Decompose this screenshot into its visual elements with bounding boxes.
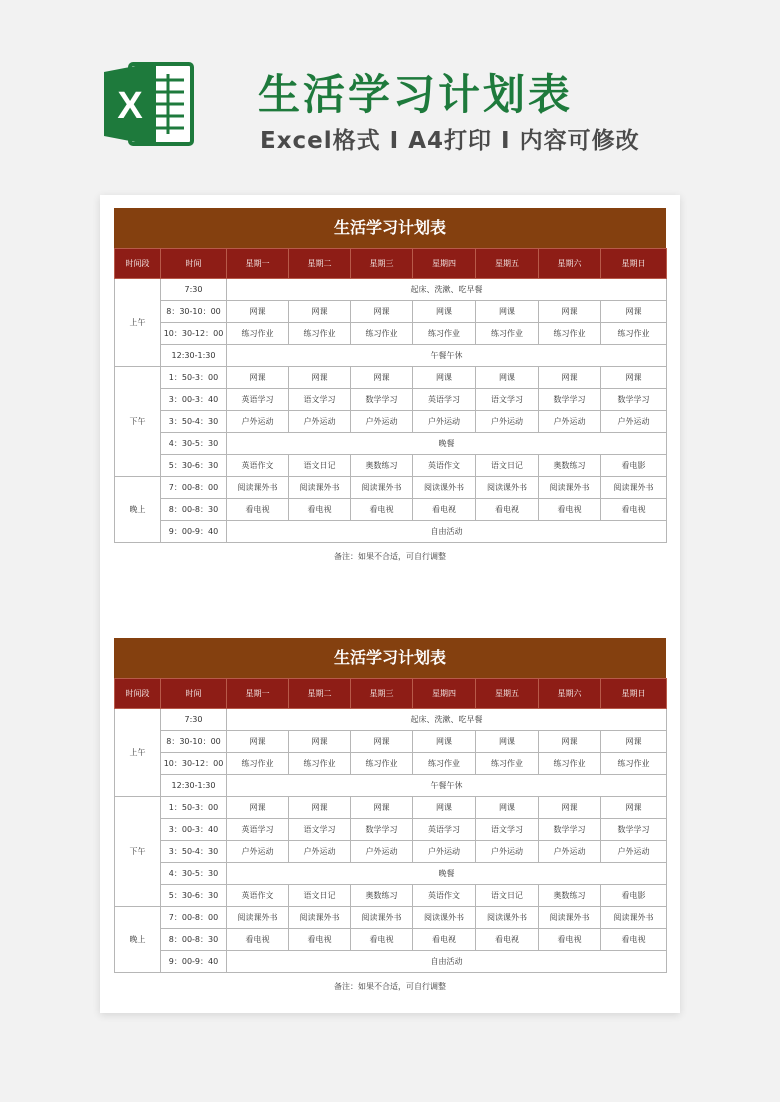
activity-cell: 网课 (289, 301, 351, 323)
activity-cell: 看电视 (227, 929, 289, 951)
table-row (115, 753, 667, 775)
column-header: 时间段 (115, 249, 161, 279)
period-cell: 下午 (115, 797, 161, 907)
table-row (115, 841, 667, 863)
column-header: 星期四 (413, 679, 476, 709)
activity-cell: 阅读课外书 (601, 477, 667, 499)
activity-cell: 网课 (539, 731, 601, 753)
table-row (115, 797, 667, 819)
table-note: 备注：如果不合适，可自行调整 (334, 552, 446, 561)
column-header: 星期日 (601, 679, 667, 709)
column-header: 时间 (161, 679, 227, 709)
table-row (115, 731, 667, 753)
schedule-table (114, 678, 667, 973)
activity-cell: 网课 (539, 367, 601, 389)
banner-title: 生活学习计划表 (258, 70, 574, 119)
merged-activity-cell: 起床、洗漱、吃早餐 (227, 279, 667, 301)
activity-cell: 阅读课外书 (289, 477, 351, 499)
activity-cell: 语文学习 (476, 819, 539, 841)
activity-cell: 网课 (476, 797, 539, 819)
activity-cell: 英语作文 (413, 885, 476, 907)
activity-cell: 网课 (476, 367, 539, 389)
column-header: 星期一 (227, 679, 289, 709)
time-cell: 7:30 (161, 279, 227, 301)
table-title: 生活学习计划表 (114, 208, 666, 248)
table-title: 生活学习计划表 (114, 638, 666, 678)
time-cell: 4：30-5：30 (161, 433, 227, 455)
activity-cell: 看电影 (601, 885, 667, 907)
column-header: 星期日 (601, 249, 667, 279)
document-sheet (100, 195, 680, 1013)
activity-cell: 阅读课外书 (476, 907, 539, 929)
activity-cell: 语文日记 (289, 885, 351, 907)
activity-cell: 网课 (476, 301, 539, 323)
activity-cell: 奥数练习 (351, 885, 413, 907)
activity-cell: 练习作业 (227, 753, 289, 775)
activity-cell: 练习作业 (351, 753, 413, 775)
activity-cell: 看电视 (351, 929, 413, 951)
activity-cell: 练习作业 (413, 753, 476, 775)
time-cell: 7:30 (161, 709, 227, 731)
activity-cell: 网课 (413, 301, 476, 323)
activity-cell: 网课 (351, 797, 413, 819)
activity-cell: 练习作业 (289, 323, 351, 345)
table-note: 备注：如果不合适，可自行调整 (334, 982, 446, 991)
activity-cell: 英语学习 (413, 389, 476, 411)
activity-cell: 奥数练习 (351, 455, 413, 477)
merged-activity-cell: 晚餐 (227, 863, 667, 885)
time-cell: 7：00-8：00 (161, 477, 227, 499)
activity-cell: 练习作业 (413, 323, 476, 345)
table-row (115, 885, 667, 907)
table-row (115, 929, 667, 951)
schedule-block (114, 208, 666, 562)
activity-cell: 网课 (413, 731, 476, 753)
activity-cell: 阅读课外书 (413, 477, 476, 499)
table-row (115, 345, 667, 367)
activity-cell: 看电视 (289, 499, 351, 521)
time-cell: 5：30-6：30 (161, 885, 227, 907)
period-cell: 下午 (115, 367, 161, 477)
activity-cell: 看电视 (227, 499, 289, 521)
activity-cell: 网课 (413, 367, 476, 389)
activity-cell: 网课 (289, 367, 351, 389)
activity-cell: 练习作业 (476, 323, 539, 345)
activity-cell: 户外运动 (413, 841, 476, 863)
activity-cell: 英语学习 (227, 819, 289, 841)
activity-cell: 语文学习 (289, 819, 351, 841)
activity-cell: 户外运动 (476, 841, 539, 863)
column-header: 星期六 (539, 249, 601, 279)
column-header: 时间段 (115, 679, 161, 709)
activity-cell: 阅读课外书 (476, 477, 539, 499)
activity-cell: 网课 (227, 301, 289, 323)
column-header: 星期五 (476, 679, 539, 709)
activity-cell: 看电视 (601, 499, 667, 521)
activity-cell: 语文日记 (476, 885, 539, 907)
table-row (115, 301, 667, 323)
activity-cell: 看电视 (289, 929, 351, 951)
activity-cell: 网课 (289, 797, 351, 819)
time-cell: 9：00-9：40 (161, 521, 227, 543)
time-cell: 4：30-5：30 (161, 863, 227, 885)
period-cell: 上午 (115, 709, 161, 797)
activity-cell: 户外运动 (351, 841, 413, 863)
activity-cell: 网课 (476, 731, 539, 753)
table-row (115, 819, 667, 841)
time-cell: 12:30-1:30 (161, 775, 227, 797)
table-row (115, 433, 667, 455)
activity-cell: 语文日记 (289, 455, 351, 477)
schedule-block (114, 638, 666, 992)
activity-cell: 阅读课外书 (539, 907, 601, 929)
time-cell: 10：30-12：00 (161, 753, 227, 775)
table-row (115, 411, 667, 433)
table-row (115, 521, 667, 543)
time-cell: 3：50-4：30 (161, 411, 227, 433)
time-cell: 8：30-10：00 (161, 301, 227, 323)
table-row (115, 863, 667, 885)
time-cell: 10：30-12：00 (161, 323, 227, 345)
activity-cell: 英语作文 (413, 455, 476, 477)
activity-cell: 网课 (601, 731, 667, 753)
header-row (115, 679, 667, 709)
period-cell: 晚上 (115, 907, 161, 973)
activity-cell: 网课 (601, 301, 667, 323)
activity-cell: 阅读课外书 (227, 477, 289, 499)
activity-cell: 数学学习 (601, 389, 667, 411)
activity-cell: 练习作业 (601, 323, 667, 345)
activity-cell: 网课 (351, 367, 413, 389)
column-header: 星期二 (289, 249, 351, 279)
activity-cell: 练习作业 (601, 753, 667, 775)
header-banner (0, 0, 780, 192)
activity-cell: 数学学习 (351, 389, 413, 411)
activity-cell: 户外运动 (227, 841, 289, 863)
time-cell: 1：50-3：00 (161, 367, 227, 389)
column-header: 星期三 (351, 679, 413, 709)
activity-cell: 数学学习 (539, 819, 601, 841)
column-header: 星期四 (413, 249, 476, 279)
table-row (115, 951, 667, 973)
activity-cell: 网课 (539, 797, 601, 819)
table-row (115, 279, 667, 301)
time-cell: 5：30-6：30 (161, 455, 227, 477)
merged-activity-cell: 午餐午休 (227, 345, 667, 367)
activity-cell: 户外运动 (601, 411, 667, 433)
activity-cell: 阅读课外书 (351, 477, 413, 499)
activity-cell: 阅读课外书 (289, 907, 351, 929)
merged-activity-cell: 起床、洗漱、吃早餐 (227, 709, 667, 731)
activity-cell: 英语学习 (227, 389, 289, 411)
column-header: 时间 (161, 249, 227, 279)
column-header: 星期六 (539, 679, 601, 709)
activity-cell: 看电视 (413, 499, 476, 521)
activity-cell: 户外运动 (413, 411, 476, 433)
activity-cell: 看电视 (476, 499, 539, 521)
activity-cell: 网课 (539, 301, 601, 323)
activity-cell: 网课 (351, 731, 413, 753)
time-cell: 7：00-8：00 (161, 907, 227, 929)
time-cell: 1：50-3：00 (161, 797, 227, 819)
activity-cell: 英语学习 (413, 819, 476, 841)
activity-cell: 网课 (289, 731, 351, 753)
activity-cell: 数学学习 (351, 819, 413, 841)
activity-cell: 看电视 (476, 929, 539, 951)
activity-cell: 户外运动 (601, 841, 667, 863)
activity-cell: 户外运动 (289, 841, 351, 863)
activity-cell: 网课 (227, 367, 289, 389)
activity-cell: 阅读课外书 (539, 477, 601, 499)
activity-cell: 练习作业 (351, 323, 413, 345)
activity-cell: 看电视 (539, 499, 601, 521)
activity-cell: 网课 (351, 301, 413, 323)
activity-cell: 练习作业 (476, 753, 539, 775)
activity-cell: 户外运动 (539, 841, 601, 863)
activity-cell: 奥数练习 (539, 885, 601, 907)
table-row (115, 389, 667, 411)
time-cell: 3：50-4：30 (161, 841, 227, 863)
activity-cell: 阅读课外书 (227, 907, 289, 929)
table-row (115, 709, 667, 731)
activity-cell: 阅读课外书 (601, 907, 667, 929)
table-row (115, 455, 667, 477)
activity-cell: 练习作业 (289, 753, 351, 775)
activity-cell: 阅读课外书 (351, 907, 413, 929)
activity-cell: 语文学习 (289, 389, 351, 411)
header-row (115, 249, 667, 279)
time-cell: 8：00-8：30 (161, 929, 227, 951)
activity-cell: 练习作业 (539, 753, 601, 775)
activity-cell: 看电视 (351, 499, 413, 521)
time-cell: 8：00-8：30 (161, 499, 227, 521)
excel-icon (100, 58, 196, 150)
activity-cell: 户外运动 (539, 411, 601, 433)
activity-cell: 阅读课外书 (413, 907, 476, 929)
column-header: 星期一 (227, 249, 289, 279)
activity-cell: 看电视 (413, 929, 476, 951)
time-cell: 3：00-3：40 (161, 819, 227, 841)
time-cell: 9：00-9：40 (161, 951, 227, 973)
activity-cell: 语文日记 (476, 455, 539, 477)
period-cell: 晚上 (115, 477, 161, 543)
period-cell: 上午 (115, 279, 161, 367)
time-cell: 3：00-3：40 (161, 389, 227, 411)
time-cell: 8：30-10：00 (161, 731, 227, 753)
table-row (115, 499, 667, 521)
time-cell: 12:30-1:30 (161, 345, 227, 367)
column-header: 星期二 (289, 679, 351, 709)
activity-cell: 户外运动 (351, 411, 413, 433)
activity-cell: 网课 (601, 367, 667, 389)
activity-cell: 英语作文 (227, 885, 289, 907)
svg-text:X: X (117, 85, 143, 127)
column-header: 星期三 (351, 249, 413, 279)
activity-cell: 户外运动 (227, 411, 289, 433)
activity-cell: 奥数练习 (539, 455, 601, 477)
schedule-table (114, 248, 667, 543)
activity-cell: 数学学习 (601, 819, 667, 841)
activity-cell: 语文学习 (476, 389, 539, 411)
banner-subtitle: Excel格式 I A4打印 I 内容可修改 (260, 128, 640, 154)
table-row (115, 367, 667, 389)
activity-cell: 网课 (227, 731, 289, 753)
merged-activity-cell: 晚餐 (227, 433, 667, 455)
merged-activity-cell: 午餐午休 (227, 775, 667, 797)
merged-activity-cell: 自由活动 (227, 951, 667, 973)
activity-cell: 看电影 (601, 455, 667, 477)
activity-cell: 看电视 (539, 929, 601, 951)
activity-cell: 英语作文 (227, 455, 289, 477)
activity-cell: 网课 (601, 797, 667, 819)
table-row (115, 907, 667, 929)
activity-cell: 数学学习 (539, 389, 601, 411)
merged-activity-cell: 自由活动 (227, 521, 667, 543)
activity-cell: 网课 (227, 797, 289, 819)
column-header: 星期五 (476, 249, 539, 279)
activity-cell: 户外运动 (476, 411, 539, 433)
activity-cell: 户外运动 (289, 411, 351, 433)
table-row (115, 323, 667, 345)
activity-cell: 看电视 (601, 929, 667, 951)
table-row (115, 775, 667, 797)
activity-cell: 练习作业 (539, 323, 601, 345)
activity-cell: 网课 (413, 797, 476, 819)
activity-cell: 练习作业 (227, 323, 289, 345)
table-row (115, 477, 667, 499)
